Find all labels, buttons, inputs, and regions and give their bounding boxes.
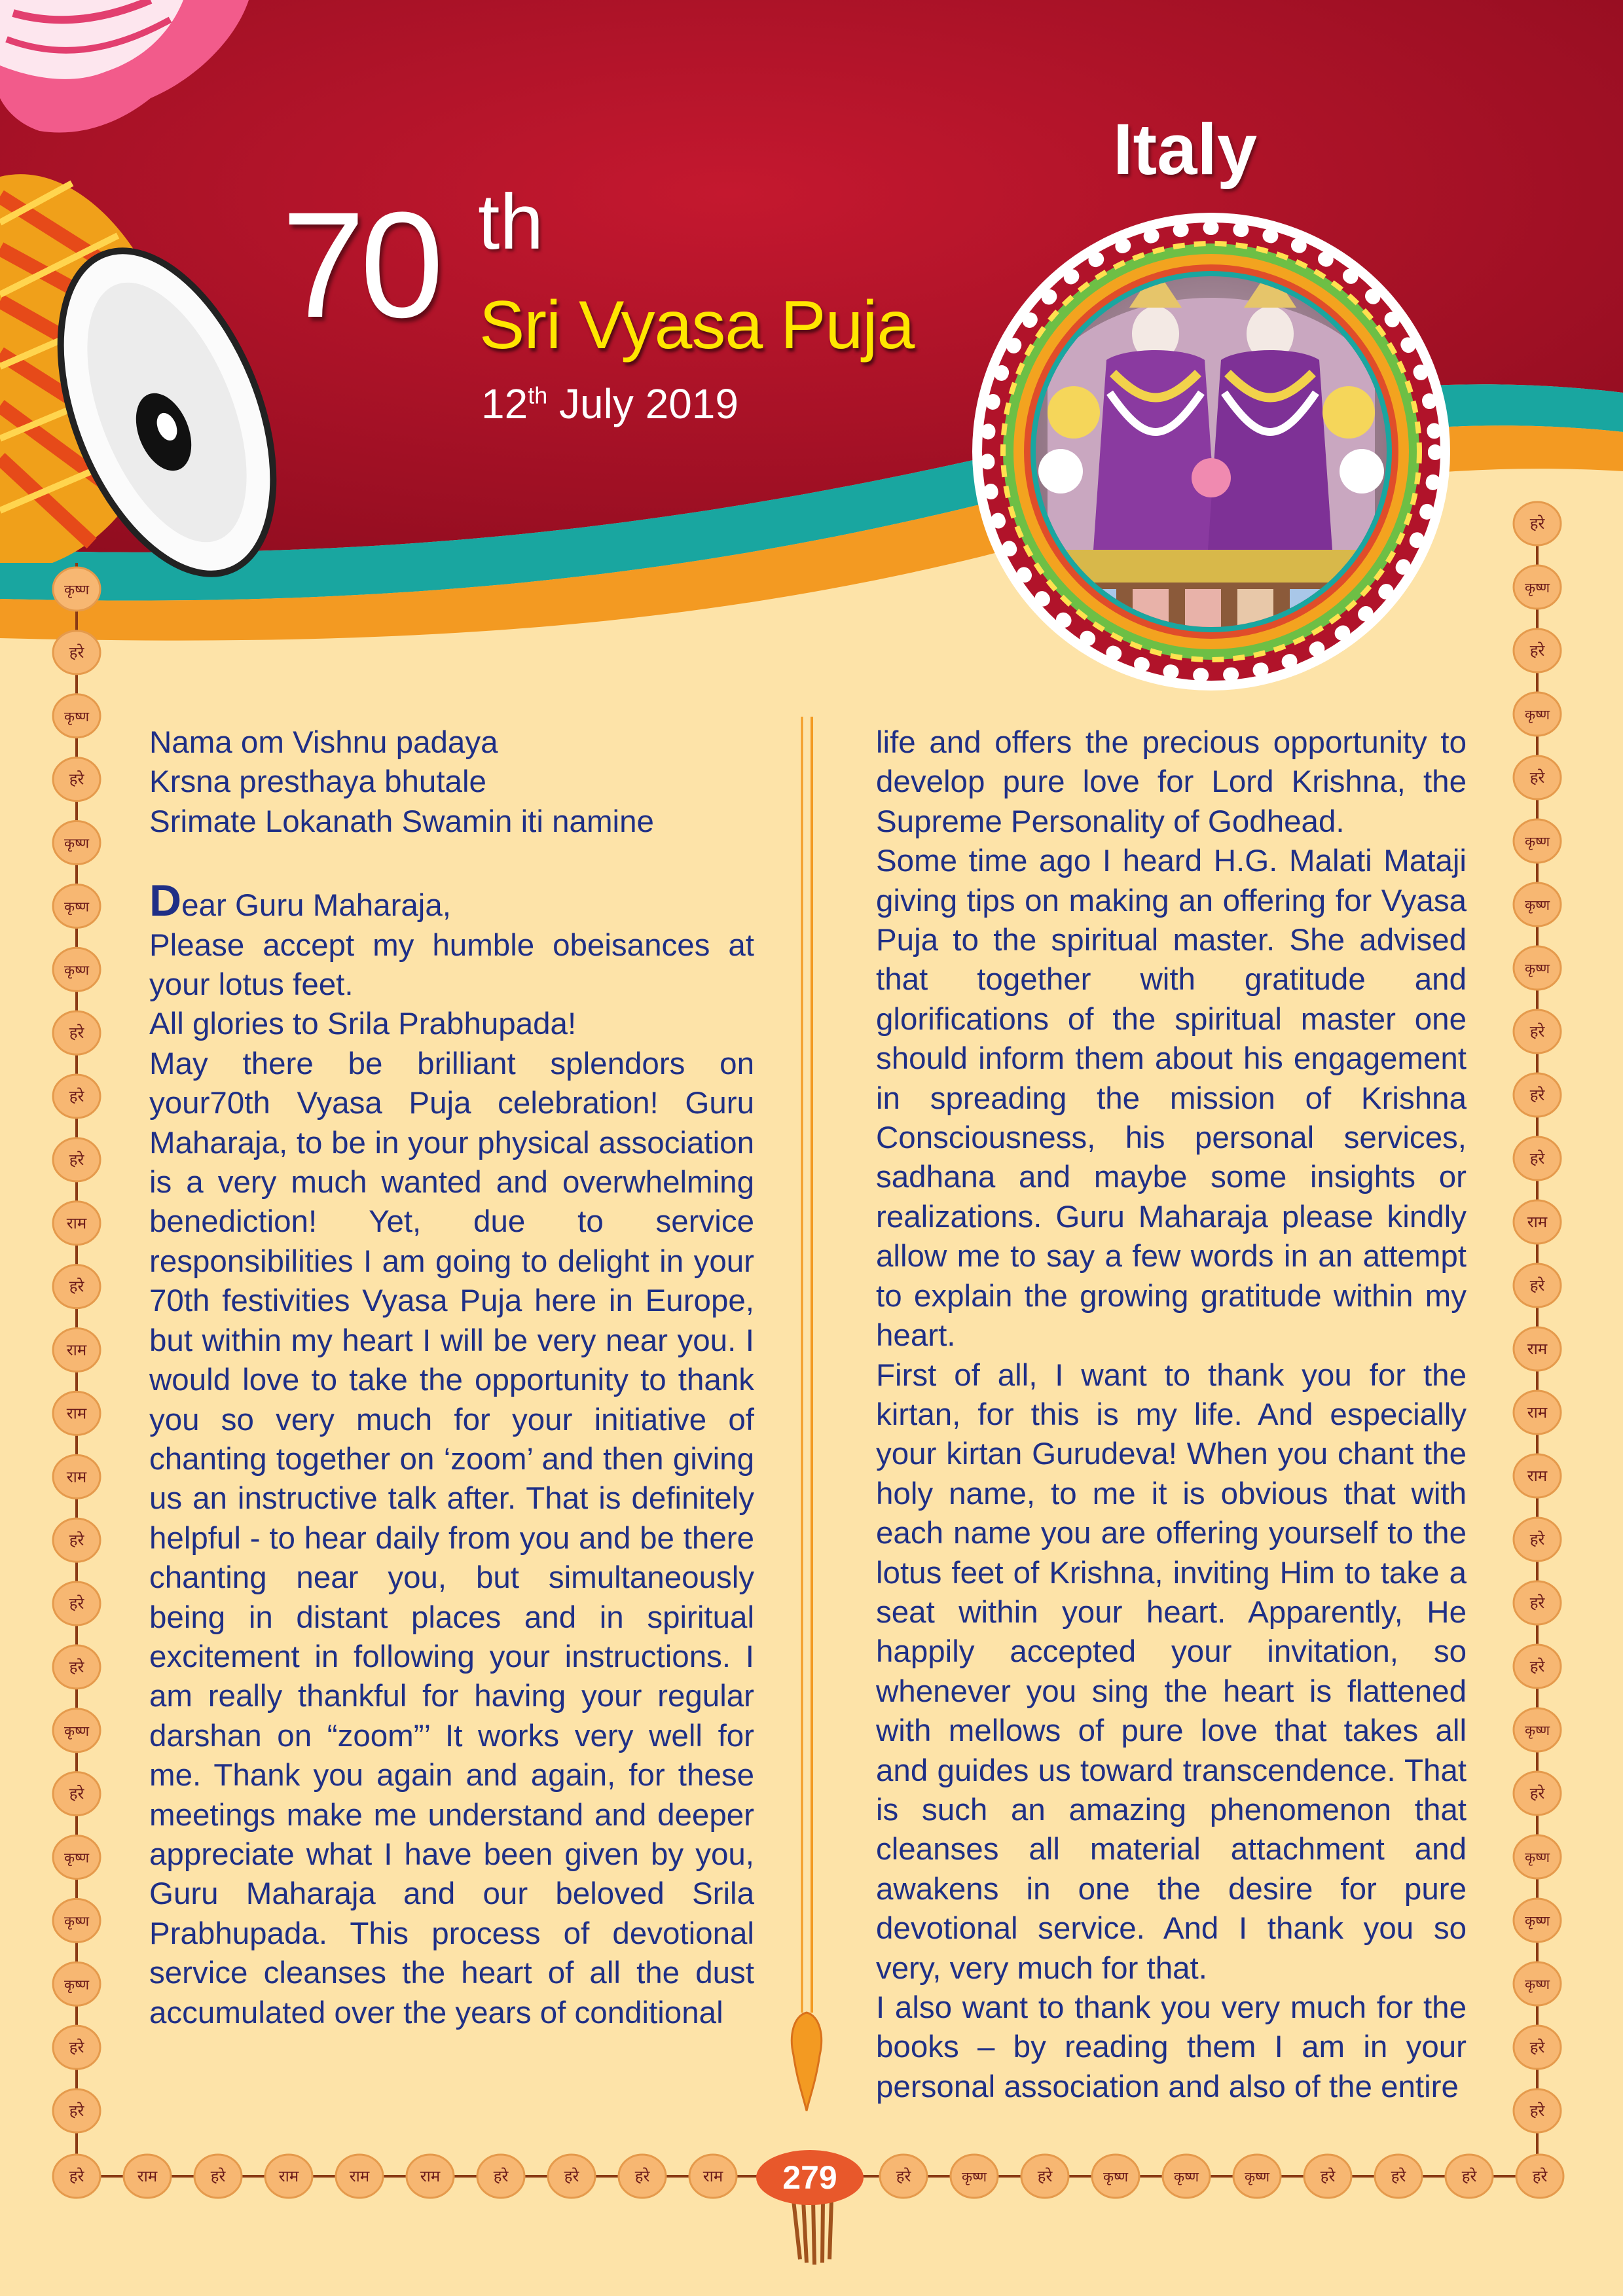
mantra-bead	[1514, 1454, 1561, 1498]
mantra-bead	[1514, 629, 1561, 672]
mantra-bead	[53, 1836, 100, 1879]
mantra-bead	[1514, 2026, 1561, 2069]
paragraph: First of all, I want to thank you for the kirtan, for this is my life. And especially your kirtan Gurudeva! When you chant the holy name, to me it is obvious that with each name you are offering yourself to the lotus feet of Krishna, inviting Him to take a seat within your heart. Apparently, He happily accepted your invitation, so whenever you sing the heart is flattened with mellows of pure love that takes all and guides us toward transcendence. That is such an amazing phenomenon that cleanses all material attachment and awakens in one the desire for pure devotional service. And I thank you so very, very much for that.	[876, 1357, 1467, 1986]
mantra-bead	[1514, 1137, 1561, 1180]
mantra-bead	[477, 2155, 524, 2198]
mantra-bead	[53, 1391, 100, 1435]
mantra-word: हरे	[69, 2038, 84, 2057]
paragraph: Please accept my humble obeisances at your lotus feet.	[149, 927, 754, 1003]
mantra-bead	[53, 1265, 100, 1308]
date-suffix: th	[528, 382, 548, 409]
date-day: 12	[481, 380, 528, 427]
mantra-word: हरे	[896, 2167, 911, 2185]
mantra-bead	[1514, 1899, 1561, 1942]
mantra-word: हरे	[210, 2167, 226, 2185]
mantra-word: कृष्ण	[1524, 1723, 1550, 1738]
mantra-word: कृष्ण	[64, 1913, 90, 1929]
mantra-bead	[53, 2089, 100, 2132]
mantra-bead	[53, 1772, 100, 1816]
mantra-word: कृष्ण	[1524, 961, 1550, 977]
mantra-bead	[1514, 1010, 1561, 1053]
mantra-word: हरे	[69, 1594, 84, 1613]
mantra-bead	[1514, 1835, 1561, 1878]
letter-left-column	[149, 723, 754, 2033]
paragraph: I also want to thank you very much for the books – by reading them I am in your personal association and also of the entire	[876, 1990, 1467, 2104]
mantra-word: हरे	[1391, 2167, 1406, 2185]
mantra-bead	[1514, 1708, 1561, 1751]
mantra-word: हरे	[1529, 1784, 1545, 1803]
mantra-bead	[53, 1645, 100, 1689]
mantra-bead	[951, 2155, 998, 2198]
mantra-word: हरे	[634, 2167, 650, 2185]
mantra-word: कृष्ण	[1524, 707, 1550, 723]
mantra-word: कृष्ण	[64, 835, 90, 852]
mantra-bead	[1514, 1200, 1561, 1244]
mantra-bead	[265, 2155, 312, 2198]
mantra-word: कृष्ण	[64, 1977, 90, 1993]
date-month-year: July 2019	[559, 380, 739, 427]
mantra-bead	[1514, 1391, 1561, 1434]
mantra-bead	[53, 1962, 100, 2005]
mantra-bead	[194, 2155, 242, 2198]
mantra-word: हरे	[1320, 2167, 1336, 2185]
invocation-line: Nama om Vishnu padaya	[149, 725, 498, 760]
mantra-bead	[1516, 2155, 1563, 2198]
invocation-line: Srimate Lokanath Swamin iti namine	[149, 804, 654, 839]
mantra-bead	[53, 1075, 100, 1118]
mantra-bead	[619, 2155, 666, 2198]
mantra-word: हरे	[69, 1531, 84, 1550]
mantra-word: हरे	[564, 2167, 579, 2185]
mantra-bead	[1446, 2155, 1493, 2198]
mantra-bead	[1092, 2155, 1139, 2198]
mantra-word: कृष्ण	[1244, 2169, 1270, 2185]
mantra-word: कृष्ण	[64, 962, 90, 978]
mantra-word: कृष्ण	[961, 2169, 987, 2185]
mantra-word: हरे	[493, 2167, 509, 2185]
mantra-bead	[53, 694, 100, 738]
mantra-bead	[53, 2155, 100, 2198]
mantra-bead	[1514, 819, 1561, 863]
mantra-bead	[1304, 2155, 1351, 2198]
mantra-bead	[53, 1455, 100, 1498]
mantra-word: राम	[66, 1404, 87, 1423]
mantra-bead	[124, 2155, 171, 2198]
mantra-bead	[880, 2155, 927, 2198]
mantra-word: कृष्ण	[64, 708, 90, 725]
paragraph: Some time ago I heard H.G. Malati Mataji giving tips on making an offering for Vyasa Puja to the spiritual master. She advised that together with gratitude and glorifications of the spiritual master one should inform them about his engagement in spreading the mission of Krishna Consciousness, his personal services, sadhana and maybe some insights or realizations. Guru Maharaja please kindly allow me to say a few words in an attempt to explain the growing gratitude within my heart.	[876, 844, 1467, 1354]
mantra-bead	[1514, 692, 1561, 736]
invocation-prayer	[149, 723, 754, 842]
mantra-bead	[1514, 1073, 1561, 1117]
mantra-word: राम	[66, 1467, 87, 1486]
mantra-bead	[53, 1518, 100, 1562]
mantra-word: कृष्ण	[1524, 1850, 1550, 1865]
mantra-word: राम	[420, 2167, 441, 2185]
paragraph: All glories to Srila Prabhupada!	[149, 1007, 577, 1042]
page-number: 279	[782, 2159, 837, 2196]
title-event: Sri Vyasa Puja	[479, 287, 915, 363]
mantra-word: कृष्ण	[1103, 2169, 1129, 2185]
mantra-bead	[1021, 2155, 1068, 2198]
mantra-word: हरे	[69, 643, 84, 662]
mantra-bead	[53, 1582, 100, 1625]
mantra-bead	[53, 1011, 100, 1054]
mantra-word: हरे	[69, 1784, 84, 1803]
mantra-bead	[53, 1329, 100, 1372]
mantra-bead	[336, 2155, 383, 2198]
mantra-word: हरे	[69, 2102, 84, 2120]
mantra-bead	[53, 821, 100, 865]
mantra-word: कृष्ण	[64, 1850, 90, 1866]
mantra-bead	[689, 2155, 737, 2198]
mantra-word: राम	[66, 1340, 87, 1359]
title-ordinal-suffix: th	[478, 178, 544, 266]
mantra-word: राम	[1527, 1467, 1548, 1485]
mantra-bead	[53, 758, 100, 801]
mantra-bead	[1514, 1264, 1561, 1307]
mantra-word: कृष्ण	[64, 582, 90, 598]
paragraph: May there be brilliant splendors on your70th Vyasa Puja celebration! Guru Maharaja, to be in your physical association is a very much wanted and overwhelming benediction! Yet, due to service responsibilities I am going to delight in your 70th festivities Vyasa Puja here in Europe, but within my heart I will be very near you. I would love to take the opportunity to thank you so very much for your initiative of chanting together on ‘zoom’ and then giving us an instructive talk after. That is definitely helpful - to hear daily from you and be there chanting near you, but simultaneously being in distant places and in spiritual excitement in following your instructions. I am really thankful for having your regular darshan on “zoom”’ It works very well for me. Thank you again and again, for these meetings make me understand and deeper appreciate what I have been given by you, Guru Maharaja and our beloved Srila Prabhupada. This process of devotional service cleanses the heart of all the dust accumulated over the years of conditional	[149, 1046, 754, 2030]
mantra-bead	[1514, 1772, 1561, 1815]
mantra-bead	[1514, 1645, 1561, 1688]
mantra-bead	[548, 2155, 595, 2198]
mantra-word: हरे	[1461, 2167, 1477, 2185]
mantra-bead	[53, 884, 100, 927]
mantra-word: हरे	[1529, 641, 1545, 660]
salutation-text: ear Guru Maharaja,	[181, 888, 451, 924]
mantra-word: हरे	[69, 770, 84, 789]
letter-right-column	[876, 723, 1467, 2107]
mantra-bead	[1514, 2089, 1561, 2132]
paragraph: life and offers the precious opportunity to develop pure love for Lord Krishna, the Supreme Personality of Godhead.	[876, 725, 1467, 839]
salutation-initial: D	[149, 876, 182, 926]
mantra-word: हरे	[1529, 514, 1545, 533]
mantra-word: कृष्ण	[1524, 1913, 1550, 1929]
mantra-bead	[1514, 1962, 1561, 2005]
mantra-bead	[1514, 1581, 1561, 1624]
mantra-word: कृष्ण	[1173, 2169, 1199, 2185]
mantra-word: कृष्ण	[1524, 1977, 1550, 1992]
mantra-word: राम	[137, 2167, 158, 2185]
mantra-word: हरे	[69, 1150, 84, 1169]
country-label: Italy	[1113, 109, 1258, 190]
invocation-line: Krsna presthaya bhutale	[149, 764, 486, 800]
mantra-bead	[407, 2155, 454, 2198]
page-number-badge	[754, 2148, 866, 2210]
mantra-word: राम	[1527, 1340, 1548, 1358]
mantra-word: हरे	[69, 1277, 84, 1296]
mantra-bead	[1514, 565, 1561, 609]
mantra-word: हरे	[1529, 2102, 1545, 2120]
mantra-word: राम	[66, 1213, 87, 1232]
mantra-word: हरे	[1529, 1530, 1545, 1549]
mantra-word: कृष्ण	[1524, 897, 1550, 913]
mantra-bead	[1233, 2155, 1281, 2198]
mantra-word: हरे	[1532, 2167, 1548, 2185]
mantra-word: कृष्ण	[1524, 580, 1550, 596]
mantra-word: कृष्ण	[64, 1723, 90, 1739]
mantra-bead	[1375, 2155, 1422, 2198]
mantra-bead	[53, 631, 100, 674]
mantra-word: राम	[1527, 1403, 1548, 1422]
mantra-bead	[53, 1709, 100, 1752]
mantra-word: हरे	[69, 1657, 84, 1676]
mantra-bead	[53, 1202, 100, 1245]
mantra-word: हरे	[1529, 768, 1545, 787]
salutation	[149, 876, 754, 926]
mantra-bead	[1514, 1518, 1561, 1561]
mantra-word: हरे	[1529, 1149, 1545, 1168]
title-ordinal-number: 70	[282, 181, 439, 349]
mantra-bead	[53, 1138, 100, 1181]
mantra-word: राम	[278, 2167, 299, 2185]
mantra-word: हरे	[69, 1087, 84, 1105]
mantra-word: हरे	[1529, 1022, 1545, 1041]
mantra-bead	[1514, 756, 1561, 799]
mantra-word: राम	[349, 2167, 370, 2185]
mantra-bead	[1514, 502, 1561, 545]
mantra-word: हरे	[69, 2167, 84, 2185]
mantra-word: हरे	[1529, 1657, 1545, 1676]
mantra-bead	[53, 1899, 100, 1942]
mantra-bead	[1514, 883, 1561, 926]
mantra-word: हरे	[1529, 2038, 1545, 2056]
mantra-bead	[1514, 946, 1561, 990]
mantra-word: हरे	[1529, 1594, 1545, 1612]
tilak-ornament	[792, 2013, 821, 2111]
mantra-bead	[1163, 2155, 1210, 2198]
mantra-bead	[1514, 1327, 1561, 1371]
mantra-bead	[53, 2026, 100, 2069]
mantra-word: हरे	[1037, 2167, 1053, 2185]
mantra-word: राम	[702, 2167, 723, 2185]
mantra-bead	[53, 567, 100, 611]
mantra-bead	[53, 948, 100, 991]
mantra-word: कृष्ण	[1524, 834, 1550, 850]
mantra-word: हरे	[69, 1024, 84, 1043]
mantra-word: कृष्ण	[64, 899, 90, 915]
mantra-word: हरे	[1529, 1276, 1545, 1295]
mantra-word: हरे	[1529, 1086, 1545, 1104]
mantra-word: राम	[1527, 1213, 1548, 1231]
